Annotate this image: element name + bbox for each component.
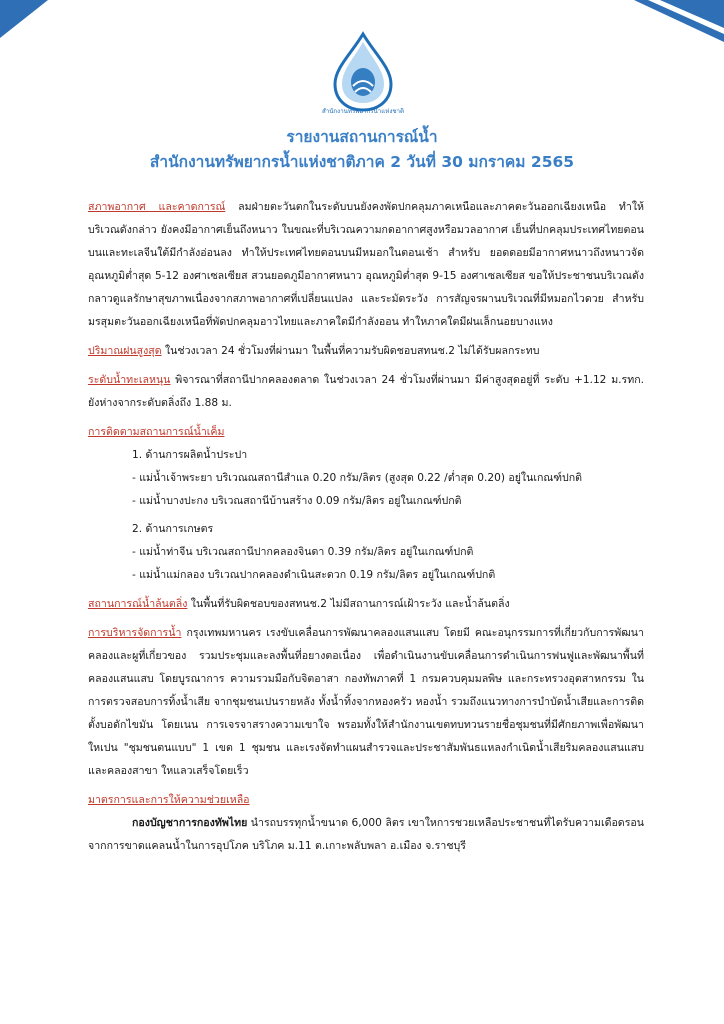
- flood-paragraph: [88, 593, 644, 616]
- flood-label: สถานการณ์น้ำล้นตลิ่ง: [88, 598, 188, 610]
- weather-label: สภาพอากาศ และคาดการณ์: [88, 201, 226, 213]
- relief-text: นำรถบรรทุกน้ำขนาด 6,000 ลิตร เขาใหการชวยเหลือประชาชนที่ไดรับความเดือดรอนจากการขาดแคลนน้ำในการอุปโภค บริโภค ม.11 ต.เกาะพลับพลา อ.เมือง จ.ราชบุรี: [88, 817, 644, 852]
- flood-text: ในพื้นที่รับผิดชอบของสทนช.2 ไม่มีสถานการณ์เฝ้าระวัง และน้ำล้นตลิ่ง: [187, 598, 510, 610]
- salinity-group2-title: 2. ด้านการเกษตร: [132, 523, 214, 535]
- logo-caption: สำนักงานทรัพยากรน้ำแห่งชาติ: [321, 108, 405, 115]
- weather-paragraph: [88, 196, 644, 334]
- sea-level-label: ระดับน้ำทะเลหนุน: [88, 374, 171, 386]
- sea-level-text: พิจารณาที่สถานีปากคลองตลาด ในช่วงเวลา 24 ชั่วโมงที่ผ่านมา มีค่าสูงสุดอยู่ที่ ระดับ +1.12 ม.รทก. ยังห่างจากระดับตลิ่งถึง 1.88 ม.: [88, 374, 644, 409]
- salinity-item: - แม่น้ำเจ้าพระยา บริเวณณสถานีสำแล 0.20 กรัม/ลิตร (สูงสุด 0.22 /ต่ำสุด 0.20) อยู่ในเกณฑ์ปกติ: [132, 472, 583, 484]
- rain-label: ปริมาณฝนสูงสุด: [88, 345, 162, 357]
- management-paragraph: [88, 622, 644, 783]
- report-title: รายงานสถานการณ์น้ำ: [286, 128, 438, 146]
- salinity-item: - แม่น้ำแม่กลอง บริเวณปากคลองดำเนินสะดวก 0.19 กรัม/ลิตร อยู่ในเกณฑ์ปกติ: [132, 569, 496, 581]
- corner-decoration-left: [0, 0, 48, 38]
- corner-decoration-right: [634, 0, 724, 42]
- salinity-item: - แม่น้ำท่าจีน บริเวณสถานีปากคลองจินดา 0.39 กรัม/ลิตร อยู่ในเกณฑ์ปกติ: [132, 546, 474, 558]
- report-subtitle: สำนักงานทรัพยากรน้ำแห่งชาติภาค 2 วันที่ 30 มกราคม 2565: [149, 153, 575, 171]
- report-body: [88, 196, 644, 858]
- rain-text: ในช่วงเวลา 24 ชั่วโมงที่ผ่านมา ในพื้นที่ความรับผิดชอบสทนช.2 ไม่ได้รับผลกระทบ: [161, 345, 540, 357]
- report-header: [0, 126, 724, 174]
- salinity-item: - แม่น้ำบางปะกง บริเวณสถานีบ้านสร้าง 0.09 กรัม/ลิตร อยู่ในเกณฑ์ปกติ: [132, 495, 462, 507]
- relief-org: กองบัญชาการกองทัพไทย: [132, 817, 248, 829]
- relief-heading: [88, 789, 644, 812]
- weather-text: ลมฝ่ายตะวันตกในระดับบนยังคงพัดปกคลุมภาคเหนือและภาคตะวันออกเฉียงเหนือ ทำให้บริเวณดังกล่าว ยังคงมีอากาศเย็นถึงหนาว ในขณะที่บริเวณความกดอากาศสูงหรือมวลอากาศ เย็นที่ปกคลุมประเทศไทยตอนบนและทะเลจีนใต้มีกำลังอ่อนลง ทำให้ประเทศไทยตอนบนมีหมอกในตอนเช้า สำหรับ ยอดดอยมีอากาศหนาวถึงหนาวจัด อุณหภูมิต่ำสุด 5-12 องศาเซลเซียส สวนยอดภูมีอากาศหนาว อุณหภูมิต่ำสุด 9-15 องศาเซลเซียส ขอให้ประชาชนบริเวณดังกลาวดูแลรักษาสุขภาพเนื่องจากสภาพอากาศที่เปลี่ยนแปลง และระมัดระวัง การสัญจรผานบริเวณที่มีหมอกไวดวย สำหรับมรสุมตะวันออกเฉียงเหนือที่พัดปกคลุมอาวไทยและภาคใตมีกำลังออน ทำใหภาคใตมีฝนเล็กนอยบางแหง: [88, 201, 644, 328]
- relief-paragraph: [88, 812, 644, 858]
- onwr-logo-icon: [321, 32, 405, 115]
- salinity-group1-title: 1. ด้านการผลิตน้ำประปา: [132, 449, 248, 461]
- sea-level-paragraph: [88, 369, 644, 415]
- salinity-heading: [88, 421, 644, 444]
- management-text: กรุงเทพมหานคร เรงขับเคลื่อนการพัฒนาคลองแสนแสบ โดยมี คณะอนุกรรมการที่เกี่ยวกับการพัฒนา คลองและผูที่เกี่ยวของ รวมประชุมและลงพื้นที่อยางตอเนื่อง เพื่อดำเนินงานขับเคลื่อนการดำเนินการฟนฟูและพัฒนาพื้นที่ คลองแสนแสบ โดยบูรณาการ ความรวมมือกับจิตอาสา กองทัพภาคที่ 1 กรมควบคุมมลพิษ และกระทรวงอุตสาหกรรม ในการตรวจสอบการทิ้งน้ำเสีย จากชุมชนเปนรายหลัง ทั้งน้ำทิ้งจากหองครัว หองน้ำ รวมถึงแนวทางการบำบัดน้ำเสียและการติดตั้งบอดักไขมัน โดยเนน การเจรจาสรางความเขาใจ พรอมทั้งให้สำนักงานเขตทบทวนรายชื่อชุมชนที่มีศักยภาพเพื่อพัฒนาใหเปน "ชุมชนตนแบบ" 1 เขต 1 ชุมชน และเรงจัดทำแผนสำรวจและประชาสัมพันธแหลงกำเนิดน้ำเสียริมคลองแสนแสบและคลองสาขา ใหแลวเสร็จโดยเร็ว: [88, 627, 644, 777]
- salinity-label: การติดตามสถานการณ์น้ำเค็ม: [88, 426, 225, 438]
- relief-label: มาตรการและการให้ความช่วยเหลือ: [88, 794, 250, 806]
- management-label: การบริหารจัดการน้ำ: [88, 627, 182, 639]
- rain-paragraph: [88, 340, 644, 363]
